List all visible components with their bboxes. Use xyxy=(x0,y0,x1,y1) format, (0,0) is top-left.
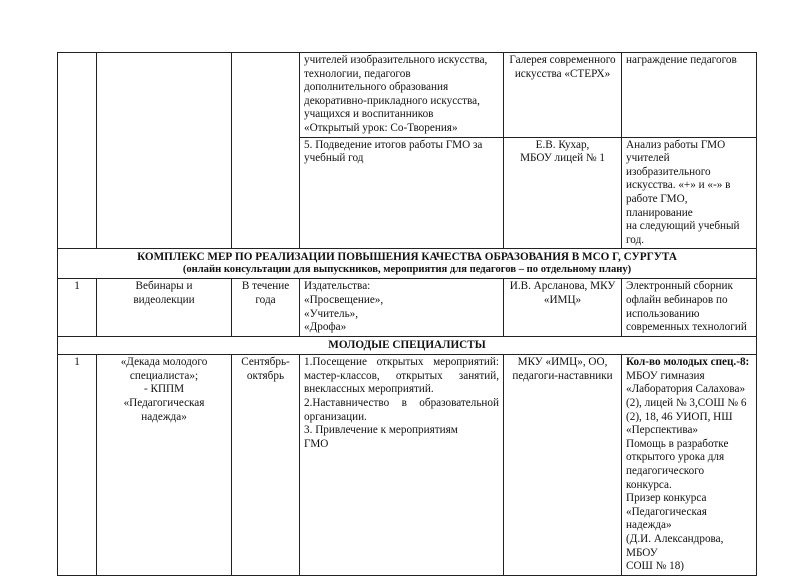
responsible-cell: И.В. Арсланова, МКУ «ИМЦ» xyxy=(504,279,622,336)
table-row xyxy=(58,355,757,576)
responsible-cell: МКУ «ИМЦ», ОО, педагоги-наставники xyxy=(504,355,622,576)
event-cell: 1.Посещение открытых мероприятий: мастер-классов, открытых занятий, внеклассных мероприятий. 2.Наставничество в образовательной организации. 3. Привлечение к мероприятиям ГМО xyxy=(300,355,504,576)
form-cell: Вебинары и видеолекции xyxy=(97,279,232,336)
table-row xyxy=(58,53,757,138)
event-cell: учителей изобразительного искусства, технологии, педагогов дополнительного образования декоративно-прикладного искусства, учащихся и воспитанников «Открытый урок: Со-Творения» xyxy=(300,53,504,138)
form-cell xyxy=(97,53,232,249)
date-cell: В течение года xyxy=(232,279,300,336)
result-cell: Электронный сборник офлайн вебинаров по использованию современных технологий xyxy=(622,279,757,336)
section-title: КОМПЛЕКС МЕР ПО РЕАЛИЗАЦИИ ПОВЫШЕНИЯ КАЧЕСТВА ОБРАЗОВАНИЯ В МСО Г, СУРГУТА xyxy=(137,251,677,264)
section-header-row xyxy=(58,336,757,355)
date-cell xyxy=(232,53,300,249)
responsible-cell: Е.В. Кухар, МБОУ лицей № 1 xyxy=(504,137,622,249)
event-cell: 5. Подведение итогов работы ГМО за учебный год xyxy=(300,137,504,249)
result-cell: награждение педагогов xyxy=(622,53,757,138)
result-cell xyxy=(622,355,757,576)
responsible-cell: Галерея современного искусства «СТЕРХ» xyxy=(504,53,622,138)
num-cell: 1 xyxy=(58,355,97,576)
date-cell: Сентябрь- октябрь xyxy=(232,355,300,576)
section-title: МОЛОДЫЕ СПЕЦИАЛИСТЫ xyxy=(58,336,757,355)
event-cell: Издательства: «Просвещение», «Учитель», «Дрофа» xyxy=(300,279,504,336)
form-cell: «Декада молодого специалиста»; - КППМ «Педагогическая надежда» xyxy=(97,355,232,576)
plan-table xyxy=(57,52,757,576)
section-header-row xyxy=(58,249,757,279)
num-cell: 1 xyxy=(58,279,97,336)
result-cell: Анализ работы ГМО учителей изобразительного искусства. «+» и «-» в работе ГМО, планирование на следующий учебный год. xyxy=(622,137,757,249)
section-subtitle: (онлайн консультации для выпускников, мероприятия для педагогов – по отдельному плану) xyxy=(182,263,632,275)
table-row xyxy=(58,279,757,336)
num-cell xyxy=(58,53,97,249)
result-text: МБОУ гимназия «Лаборатория Салахова» (2), лицей № 3,СОШ № 6 (2), 18, 46 УИОП, НШ «Перспектива» Помощь в разработке открытого урока для педагогического конкурса. Призер конкурса «Педагогическая надежда» (Д.И. Александрова, МБОУ СОШ № 18) xyxy=(626,369,747,573)
result-count: Кол-во молодых спец.-8: xyxy=(626,356,750,369)
